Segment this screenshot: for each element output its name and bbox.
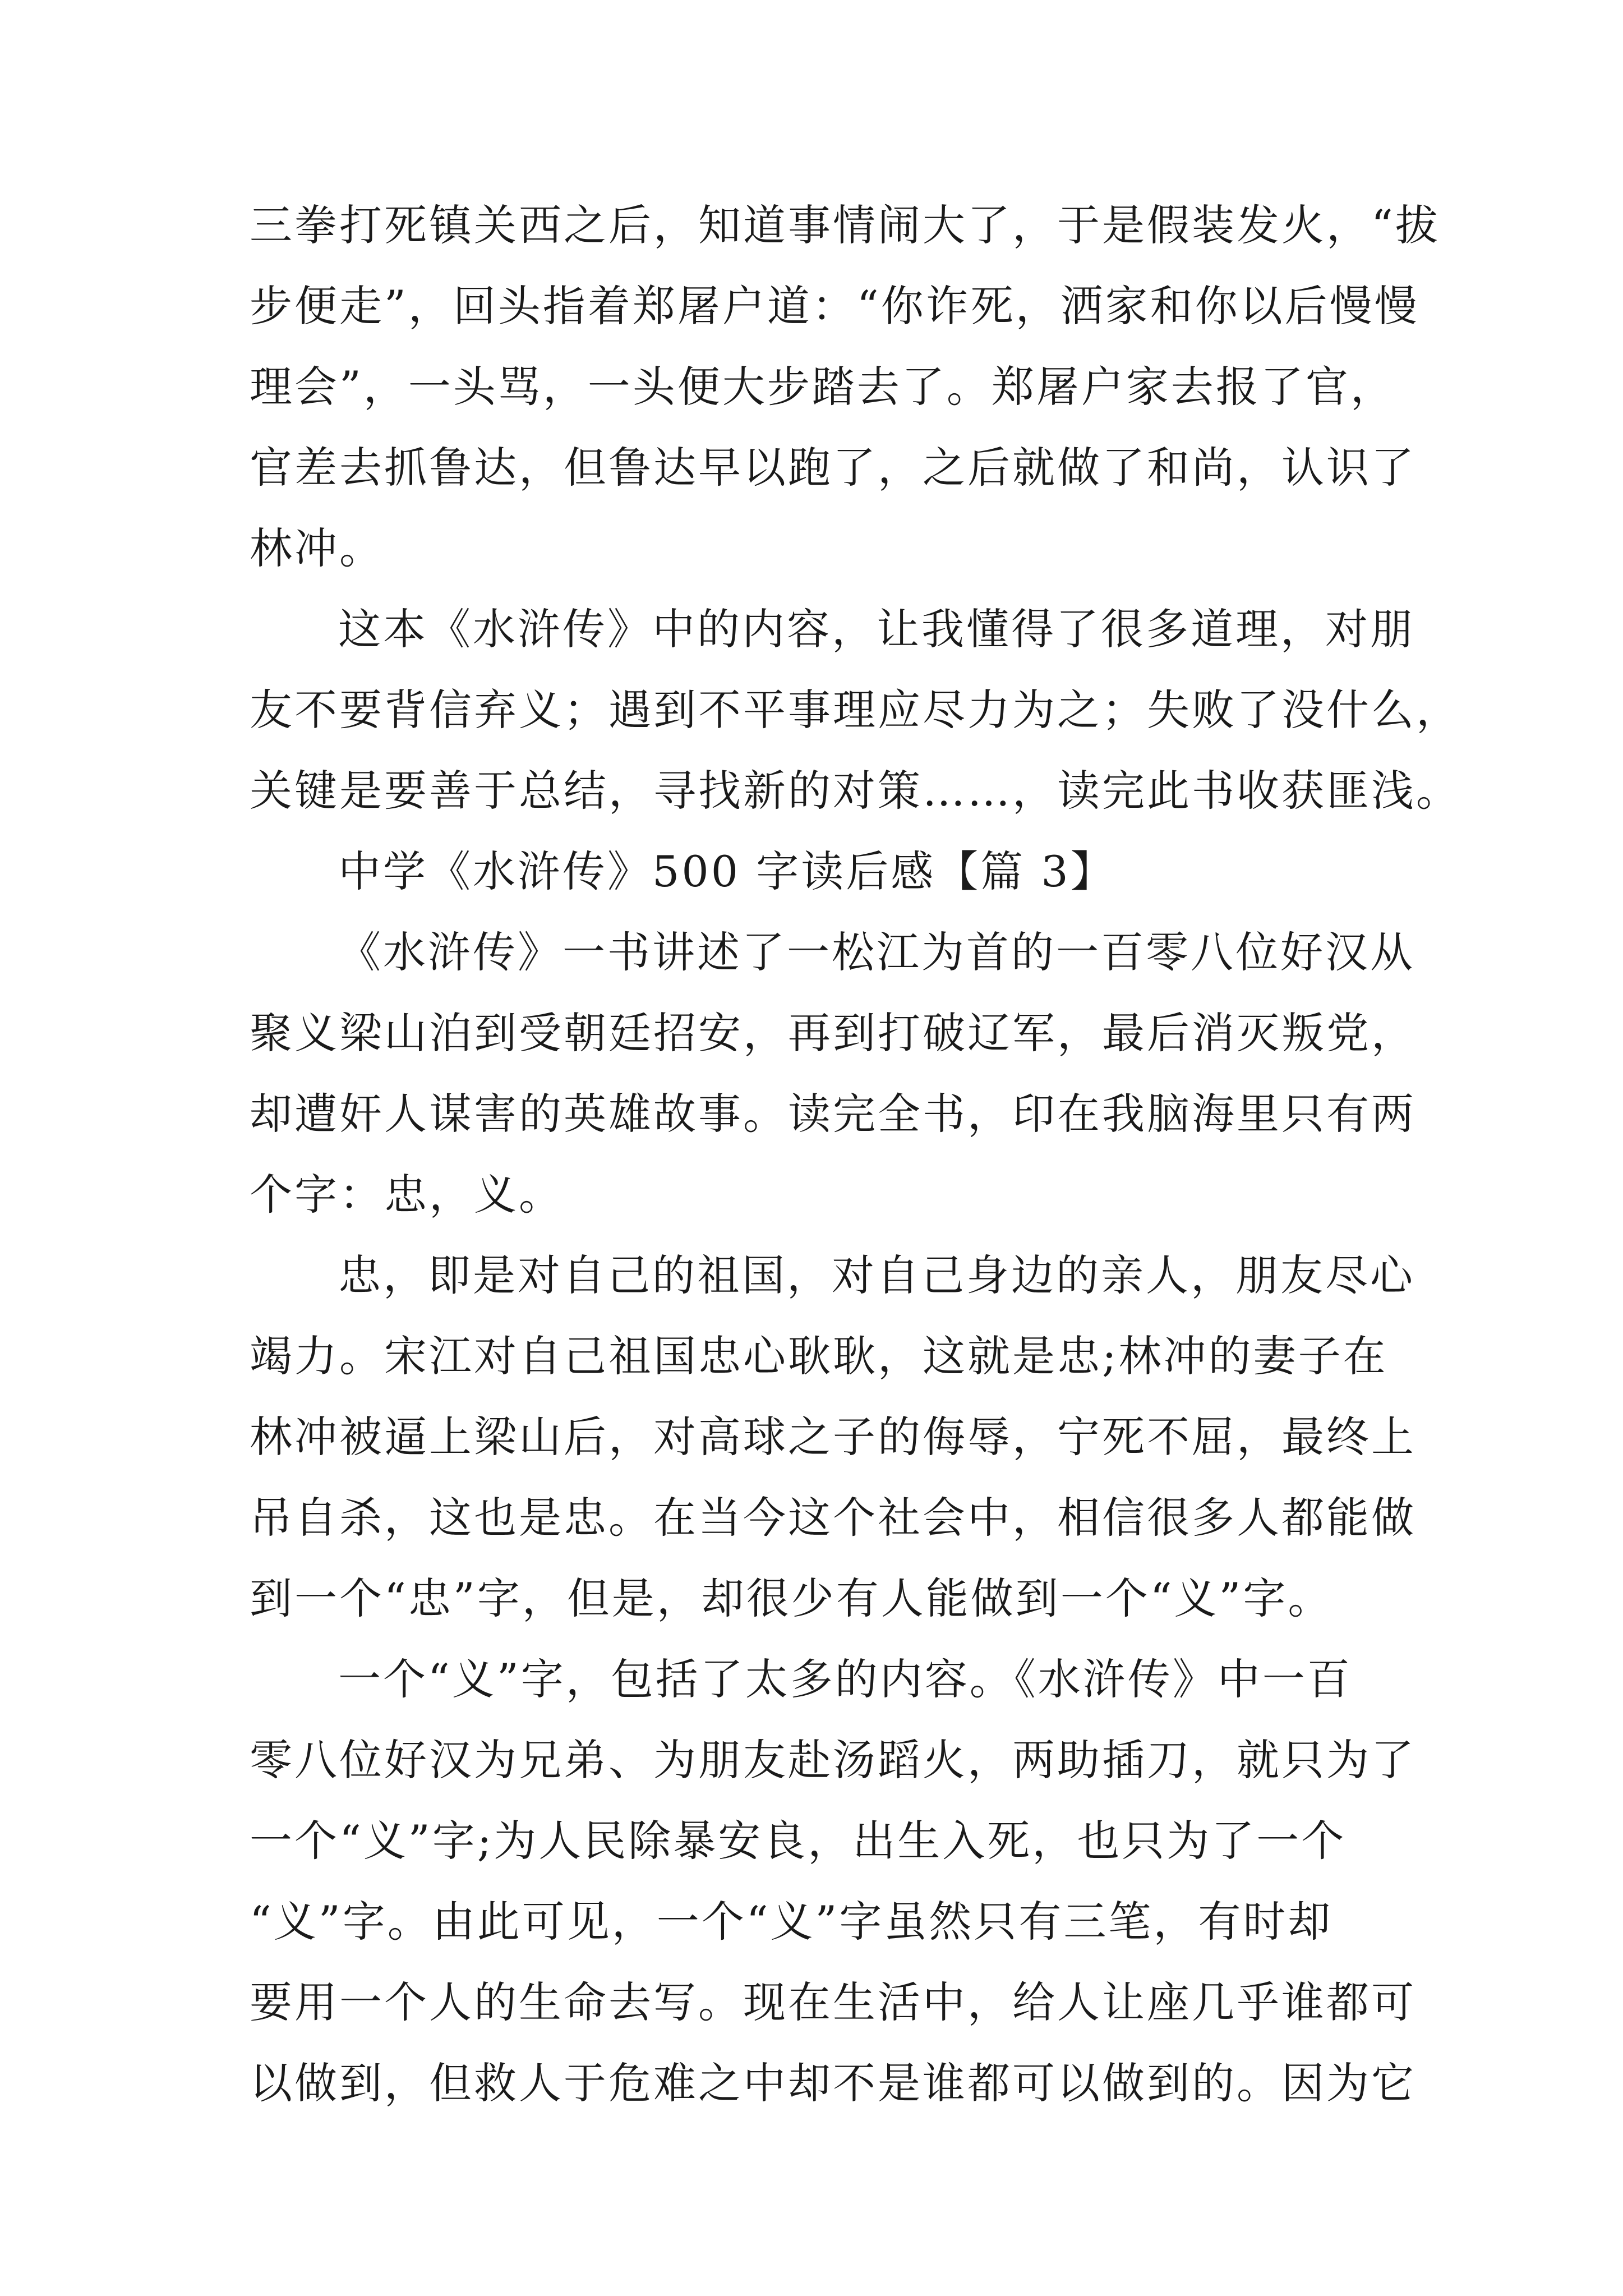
text-line: 一个“义”字;为人民除暴安良，出生入死，也只为了一个 — [250, 1816, 1347, 1866]
text-line: 竭力。宋江对自己祖国忠心耿耿，这就是忠;林冲的妻子在 — [250, 1331, 1388, 1381]
document-body — [250, 185, 1461, 2124]
text-line: 零八位好汉为兄弟、为朋友赴汤蹈火，两助插刀，就只为了 — [250, 1735, 1416, 1785]
text-line: 理会”，一头骂，一头便大步踏去了。郑屠户家去报了官， — [250, 362, 1395, 412]
text-line: 个字：忠，义。 — [250, 1170, 564, 1220]
paragraph-first-line: 忠，即是对自己的祖国，对自己身边的亲人，朋友尽心 — [338, 1250, 1415, 1300]
text-line: 官差去抓鲁达，但鲁达早以跑了，之后就做了和尚，认识了 — [250, 443, 1416, 493]
text-line: 以做到，但救人于危难之中却不是谁都可以做到的。因为它 — [250, 2058, 1416, 2108]
paragraph-first-line: 这本《水浒传》中的内容，让我懂得了很多道理，对朋 — [338, 604, 1415, 654]
text-line: 林冲被逼上梁山后，对高球之子的侮辱，宁死不屈，最终上 — [250, 1412, 1416, 1462]
section-heading: 中学《水浒传》500 字读后感【篇 3】 — [338, 846, 1115, 896]
text-line: 步便走”，回头指着郑屠户道：“你诈死，洒家和你以后慢慢 — [250, 281, 1419, 331]
text-line: 三拳打死镇关西之后，知道事情闹大了，于是假装发火，“拔 — [250, 200, 1440, 250]
text-line: 要用一个人的生命去写。现在生活中，给人让座几乎谁都可 — [250, 1977, 1416, 2027]
paragraph-first-line: 一个“义”字，包括了太多的内容。《水浒传》中一百 — [338, 1654, 1352, 1704]
text-line: 却遭奸人谋害的英雄故事。读完全书，印在我脑海里只有两 — [250, 1089, 1416, 1139]
text-line: 吊自杀，这也是忠。在当今这个社会中，相信很多人都能做 — [250, 1493, 1416, 1543]
paragraph-first-line: 《水浒传》一书讲述了一松江为首的一百零八位好汉从 — [338, 927, 1415, 977]
text-line: 友不要背信弃义；遇到不平事理应尽力为之；失败了没什么， — [250, 685, 1461, 735]
text-line: 关键是要善于总结，寻找新的对策……，读完此书收获匪浅。 — [250, 766, 1461, 816]
text-line: 到一个“忠”字，但是，却很少有人能做到一个“义”字。 — [250, 1573, 1333, 1623]
text-line: 林冲。 — [250, 523, 384, 573]
text-line: 聚义梁山泊到受朝廷招安，再到打破辽军，最后消灭叛党， — [250, 1008, 1416, 1058]
text-line: “义”字。由此可见，一个“义”字虽然只有三笔，有时却 — [250, 1897, 1333, 1947]
